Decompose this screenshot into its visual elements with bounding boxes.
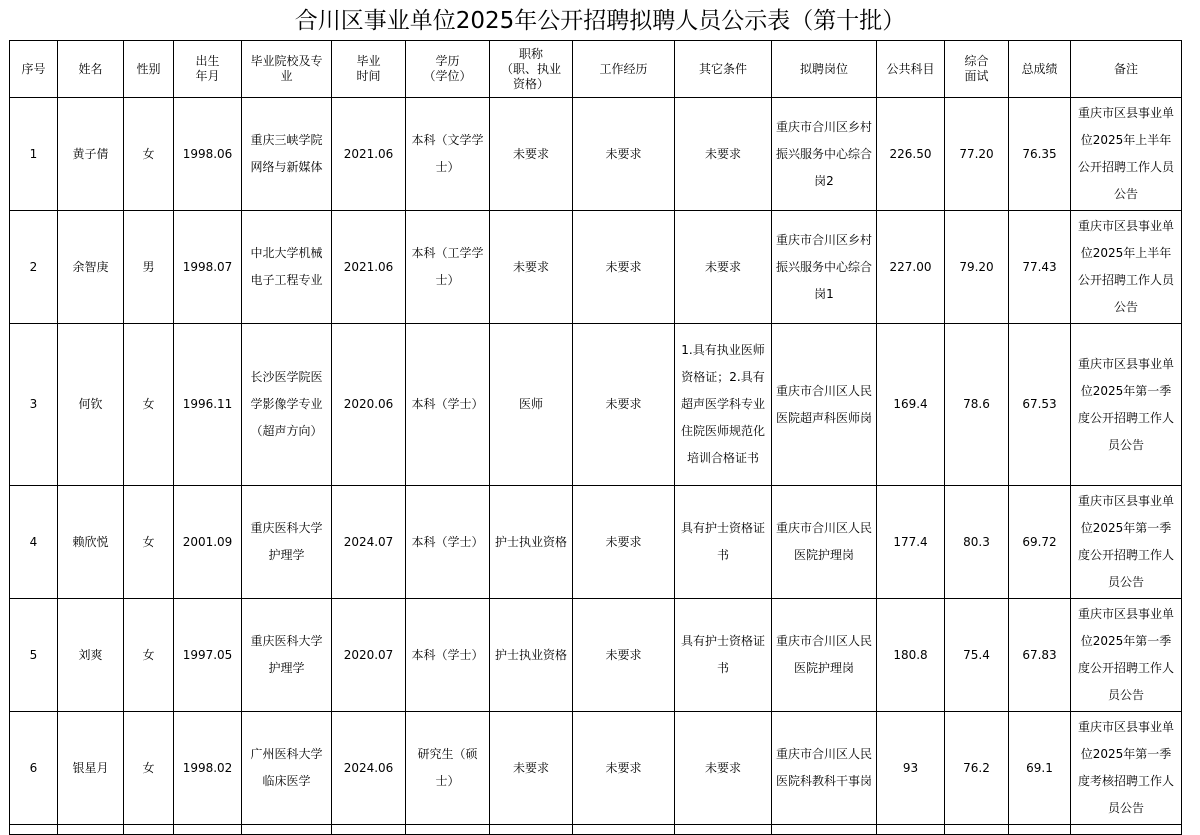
cell-total: 67.53 <box>1009 324 1071 486</box>
cell-title: 医师 <box>490 324 573 486</box>
table-header-row <box>10 41 1182 98</box>
cell-interview: 76.2 <box>945 712 1009 825</box>
header-other: 其它条件 <box>675 41 772 98</box>
header-post: 拟聘岗位 <box>772 41 877 98</box>
cell-interview: 79.20 <box>945 211 1009 324</box>
header-edu: 学历 （学位） <box>406 41 490 98</box>
cell-school: 长沙医学院医学影像学专业（超声方向） <box>242 324 332 486</box>
cell-gender: 女 <box>124 712 174 825</box>
cell-edu: 本科（文学学士） <box>406 98 490 211</box>
table-row <box>10 211 1182 324</box>
cell-exp: 未要求 <box>573 712 675 825</box>
cell-title: 护士执业资格 <box>490 599 573 712</box>
header-total: 总成绩 <box>1009 41 1071 98</box>
cell-birth: 1998.02 <box>174 712 242 825</box>
cell-gender: 男 <box>124 211 174 324</box>
cell-grad: 2024.06 <box>332 712 406 825</box>
cell-school: 广州医科大学临床医学 <box>242 712 332 825</box>
cell-name: 余智庚 <box>58 211 124 324</box>
cell-name: 赖欣悦 <box>58 486 124 599</box>
cell-grad: 2020.06 <box>332 324 406 486</box>
header-grad: 毕业 时间 <box>332 41 406 98</box>
cell-total: 77.43 <box>1009 211 1071 324</box>
cell-birth: 1996.11 <box>174 324 242 486</box>
cell-post: 重庆市合川区人民医院护理岗 <box>772 486 877 599</box>
table-row <box>10 599 1182 712</box>
cell-interview: 77.20 <box>945 98 1009 211</box>
header-school: 毕业院校及专 业 <box>242 41 332 98</box>
cell-seq: 5 <box>10 599 58 712</box>
cell-remark: 重庆市区县事业单位2025年第一季度公开招聘工作人员公告 <box>1071 486 1182 599</box>
cell-interview: 80.3 <box>945 486 1009 599</box>
cell-public: 177.4 <box>877 486 945 599</box>
cell-school: 中北大学机械电子工程专业 <box>242 211 332 324</box>
table-row <box>10 324 1182 486</box>
cell-title: 未要求 <box>490 211 573 324</box>
cell-edu: 本科（学士） <box>406 599 490 712</box>
cell-school: 重庆三峡学院网络与新媒体 <box>242 98 332 211</box>
cell-public: 226.50 <box>877 98 945 211</box>
cell-name: 何钦 <box>58 324 124 486</box>
cell-school: 重庆医科大学护理学 <box>242 486 332 599</box>
cell-name: 黄子倩 <box>58 98 124 211</box>
header-remark: 备注 <box>1071 41 1182 98</box>
cell-total: 69.72 <box>1009 486 1071 599</box>
cell-remark: 重庆市区县事业单位2025年上半年公开招聘工作人员公告 <box>1071 98 1182 211</box>
recruitment-table <box>9 40 1182 835</box>
table-row-partial <box>10 825 1182 835</box>
cell-seq: 6 <box>10 712 58 825</box>
cell-total: 69.1 <box>1009 712 1071 825</box>
cell-other: 具有护士资格证书 <box>675 599 772 712</box>
cell-public: 227.00 <box>877 211 945 324</box>
cell-exp: 未要求 <box>573 211 675 324</box>
cell-exp: 未要求 <box>573 486 675 599</box>
cell-grad: 2024.07 <box>332 486 406 599</box>
header-public: 公共科目 <box>877 41 945 98</box>
cell-other: 1.具有执业医师资格证；2.具有超声医学科专业住院医师规范化培训合格证书 <box>675 324 772 486</box>
cell-birth: 2001.09 <box>174 486 242 599</box>
cell-total: 76.35 <box>1009 98 1071 211</box>
header-exp: 工作经历 <box>573 41 675 98</box>
cell-exp: 未要求 <box>573 599 675 712</box>
cell-edu: 本科（工学学士） <box>406 211 490 324</box>
cell-other: 具有护士资格证书 <box>675 486 772 599</box>
cell-remark: 重庆市区县事业单位2025年第一季度考核招聘工作人员公告 <box>1071 712 1182 825</box>
cell-interview: 78.6 <box>945 324 1009 486</box>
table-row <box>10 486 1182 599</box>
header-name: 姓名 <box>58 41 124 98</box>
cell-edu: 研究生（硕士） <box>406 712 490 825</box>
cell-grad: 2020.07 <box>332 599 406 712</box>
cell-name: 刘爽 <box>58 599 124 712</box>
cell-post: 重庆市合川区乡村振兴服务中心综合岗2 <box>772 98 877 211</box>
cell-school: 重庆医科大学护理学 <box>242 599 332 712</box>
cell-other: 未要求 <box>675 712 772 825</box>
cell-post: 重庆市合川区人民医院超声科医师岗 <box>772 324 877 486</box>
cell-public: 180.8 <box>877 599 945 712</box>
table-row <box>10 712 1182 825</box>
table-row <box>10 98 1182 211</box>
cell-remark: 重庆市区县事业单位2025年上半年公开招聘工作人员公告 <box>1071 211 1182 324</box>
header-title: 职称 （职、执业 资格） <box>490 41 573 98</box>
cell-edu: 本科（学士） <box>406 324 490 486</box>
header-interview: 综合 面试 <box>945 41 1009 98</box>
cell-remark: 重庆市区县事业单位2025年第一季度公开招聘工作人员公告 <box>1071 599 1182 712</box>
cell-seq: 1 <box>10 98 58 211</box>
cell-birth: 1997.05 <box>174 599 242 712</box>
cell-exp: 未要求 <box>573 324 675 486</box>
cell-edu: 本科（学士） <box>406 486 490 599</box>
cell-total: 67.83 <box>1009 599 1071 712</box>
cell-title: 护士执业资格 <box>490 486 573 599</box>
cell-post: 重庆市合川区人民医院护理岗 <box>772 599 877 712</box>
cell-post: 重庆市合川区乡村振兴服务中心综合岗1 <box>772 211 877 324</box>
header-birth: 出生 年月 <box>174 41 242 98</box>
cell-public: 93 <box>877 712 945 825</box>
cell-interview: 75.4 <box>945 599 1009 712</box>
cell-grad: 2021.06 <box>332 98 406 211</box>
cell-seq: 4 <box>10 486 58 599</box>
cell-grad: 2021.06 <box>332 211 406 324</box>
cell-title: 未要求 <box>490 712 573 825</box>
cell-gender: 女 <box>124 324 174 486</box>
header-gender: 性别 <box>124 41 174 98</box>
cell-title: 未要求 <box>490 98 573 211</box>
cell-seq: 2 <box>10 211 58 324</box>
cell-seq: 3 <box>10 324 58 486</box>
cell-birth: 1998.06 <box>174 98 242 211</box>
cell-gender: 女 <box>124 98 174 211</box>
cell-exp: 未要求 <box>573 98 675 211</box>
header-seq: 序号 <box>10 41 58 98</box>
cell-remark: 重庆市区县事业单位2025年第一季度公开招聘工作人员公告 <box>1071 324 1182 486</box>
cell-name: 银星月 <box>58 712 124 825</box>
cell-other: 未要求 <box>675 211 772 324</box>
page-title: 合川区事业单位2025年公开招聘拟聘人员公示表（第十批） <box>294 8 906 34</box>
cell-gender: 女 <box>124 599 174 712</box>
cell-post: 重庆市合川区人民医院科教科干事岗 <box>772 712 877 825</box>
cell-gender: 女 <box>124 486 174 599</box>
cell-other: 未要求 <box>675 98 772 211</box>
cell-birth: 1998.07 <box>174 211 242 324</box>
cell-public: 169.4 <box>877 324 945 486</box>
